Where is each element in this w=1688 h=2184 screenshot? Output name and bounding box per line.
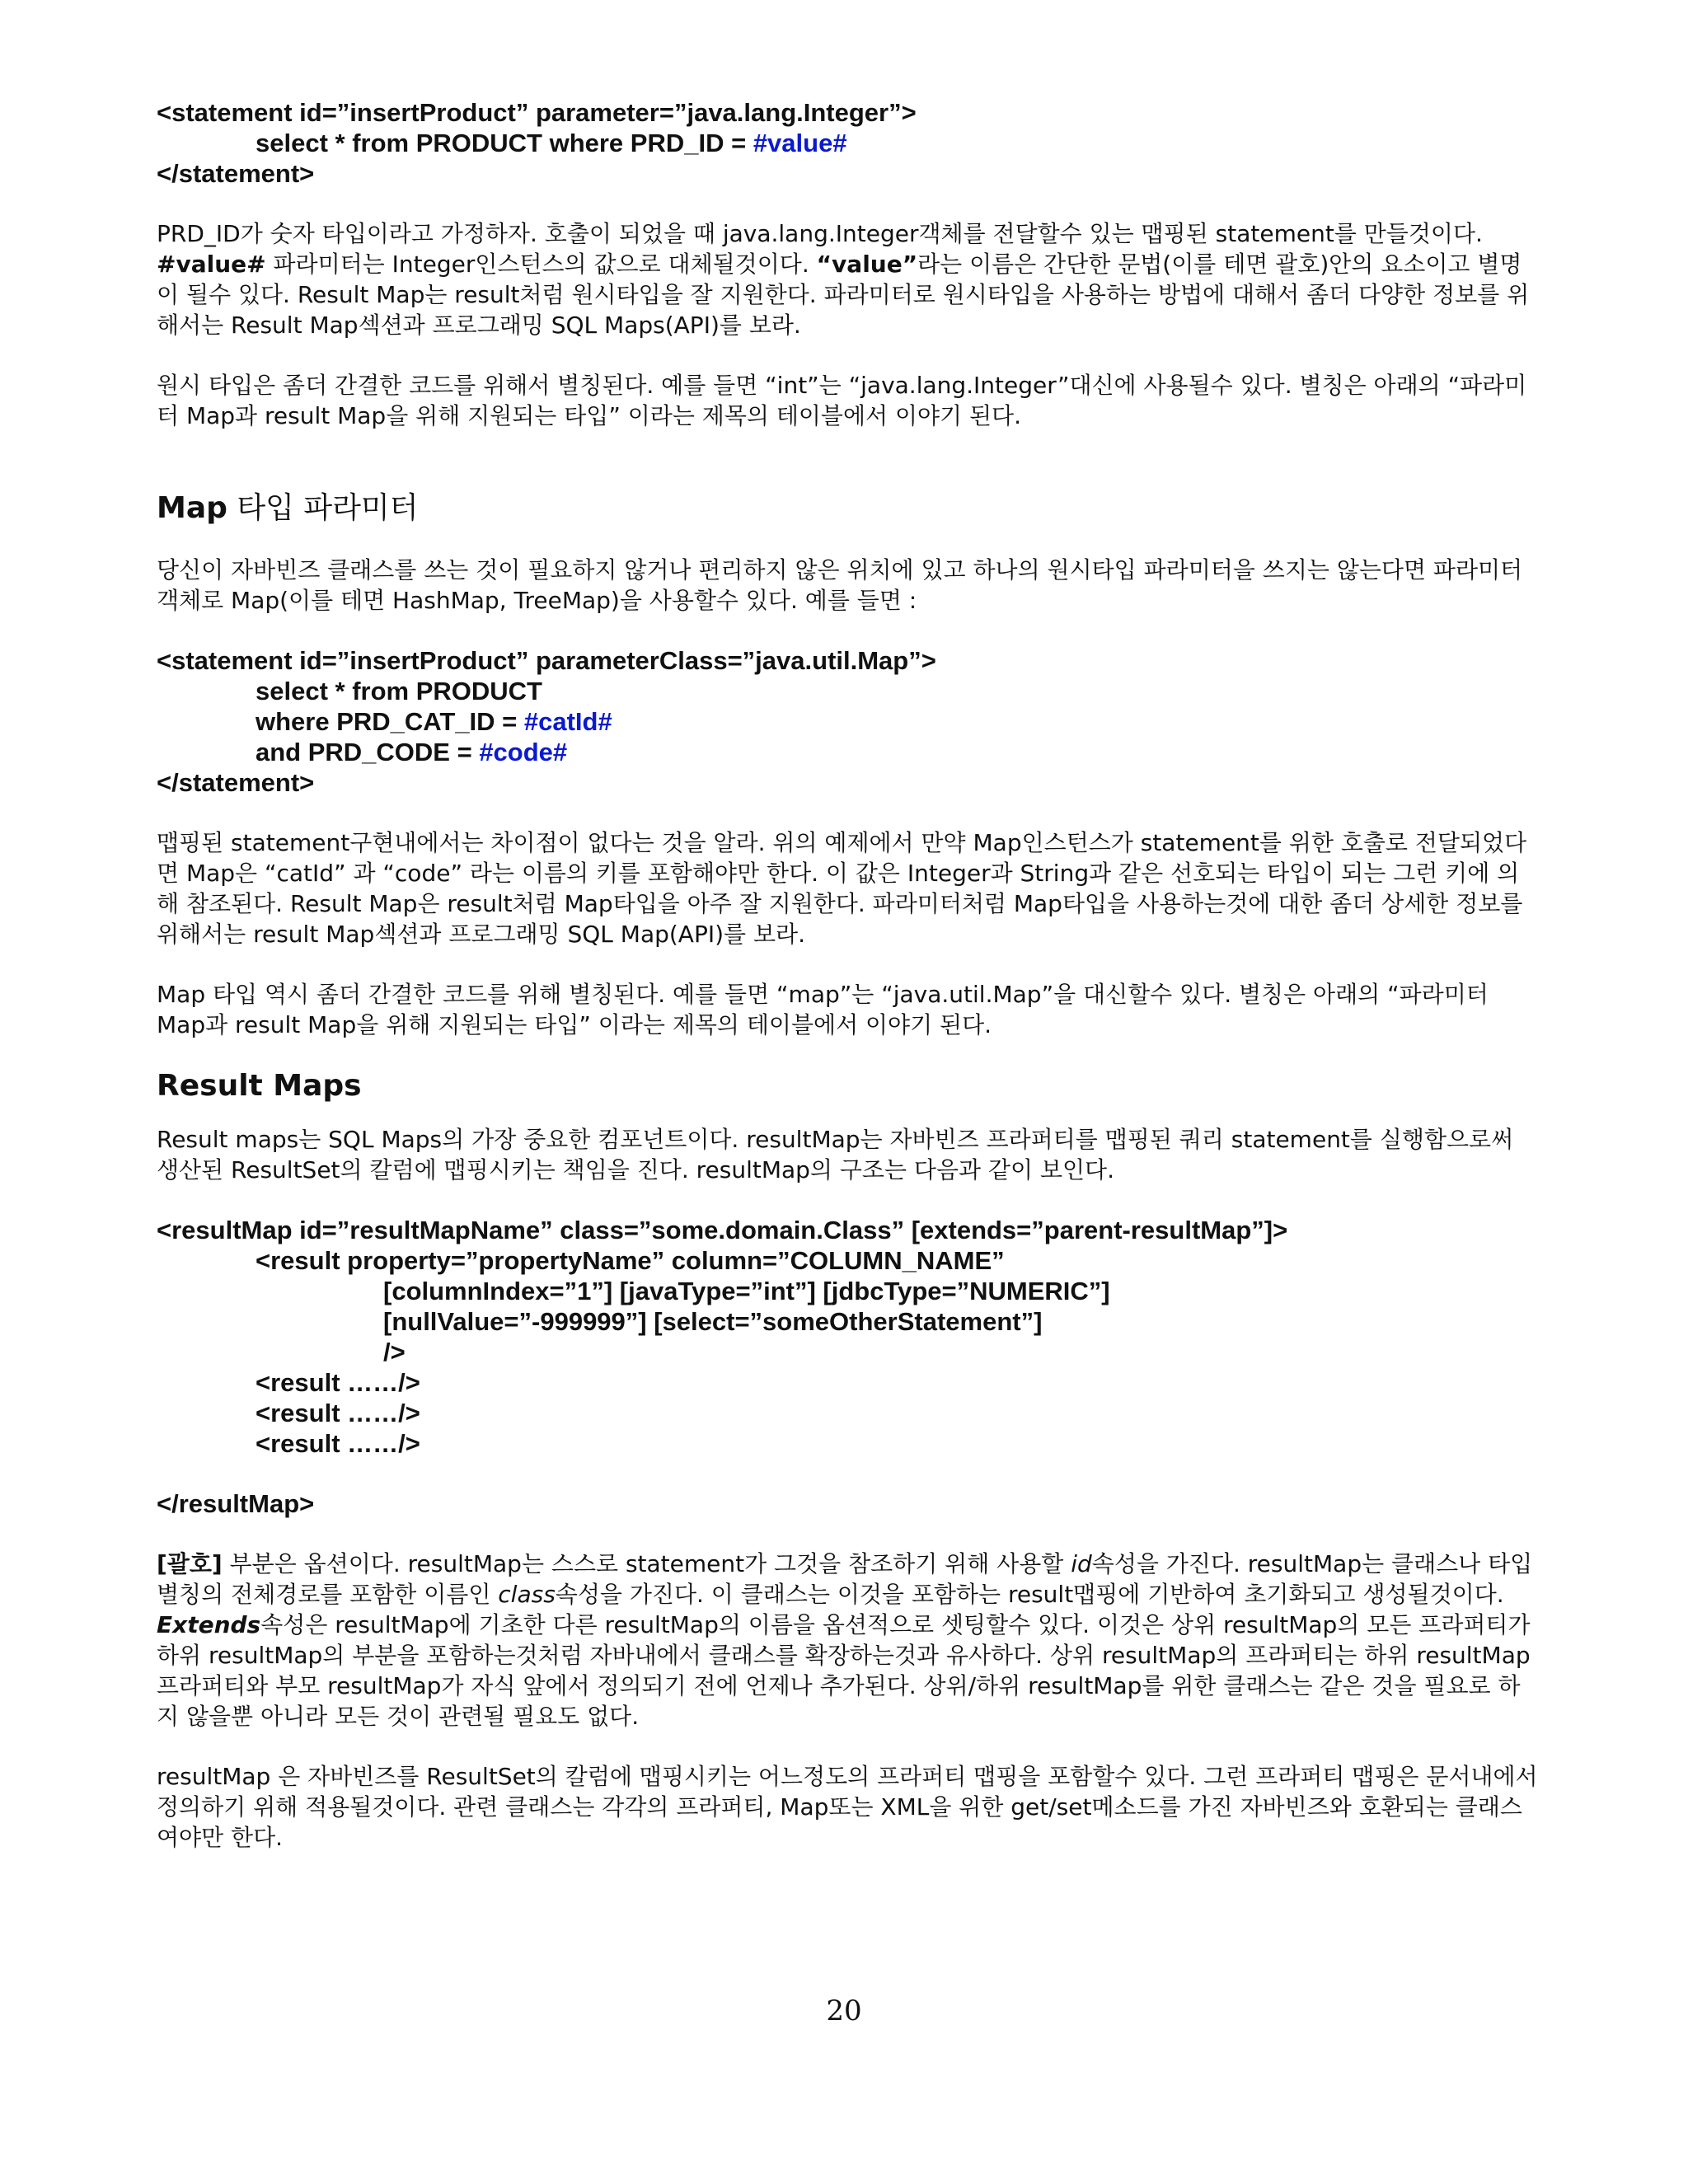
code-line — [157, 128, 1541, 158]
heading-strong: Result Maps — [157, 1069, 362, 1103]
code-line: </statement> — [157, 768, 315, 797]
text: 속성은 resultMap에 기초한 다른 resultMap의 이름을 옵션적으로 셋팅할수 있다. 이것은 상위 resultMap의 모든 프라퍼티가 하위 resultMap의 부분을 포함하는것처럼 자바내에서 클래스를 확장하는것과 유사하다. 상위 resultMap의 프라퍼티는 하위 resultMap프라퍼티와 부모 resultMap가 자식 앞에서 정의되기 전에 언제나 추가된다. 상위/하위 resultMap를 위한 클래스는 같은 것을 필요로 하지 않을뿐 아니라 모든 것이 관련될 필요도 없다. — [157, 1611, 1531, 1730]
paragraph: 당신이 자바빈즈 클래스를 쓰는 것이 필요하지 않거나 편리하지 않은 위치에 있고 하나의 원시타입 파라미터을 쓰지는 않는다면 파라미터객체로 Map(이를 테면 HashMap, TreeMap)을 사용할수 있다. 예를 들면 : — [157, 556, 1523, 614]
code-line: [nullValue=”-999999”] [select=”someOtherStatement”] — [383, 1307, 1043, 1336]
code-line — [157, 737, 1541, 767]
section-heading-map-type-parameter — [157, 490, 1541, 527]
text: PRD_ID가 숫자 타입이라고 가정하자. 호출이 되었을 때 java.lang.Integer객체를 전달할수 있는 맵핑된 statement를 만들것이다. — [157, 220, 1483, 247]
code-line: <resultMap id=”resultMapName” class=”some.domain.Class” [extends=”parent-resultMap”]> — [157, 1216, 1288, 1244]
bold-text: [괄호] — [157, 1550, 223, 1577]
code-line: [columnIndex=”1”] [javaType=”int”] [jdbcType=”NUMERIC”] — [383, 1277, 1110, 1305]
document-page — [157, 97, 1541, 1853]
code-line: <result ……/> — [256, 1399, 420, 1427]
code-line — [157, 706, 1541, 737]
code-text: where PRD_CAT_ID = — [256, 707, 524, 736]
code-block-result-map — [157, 1215, 1541, 1519]
paragraph: resultMap 은 자바빈즈를 ResultSet의 칼럼에 맵핑시키는 어느정도의 프라퍼티 맵핑을 포함할수 있다. 그런 프라퍼티 맵핑은 문서내에서 정의하기 위해 적용될것이다. 관련 클래스는 각각의 프라퍼티, Map또는 XML을 위한 get/set메소드를 가진 자바빈즈와 호환되는 클래스여야만 한다. — [157, 1763, 1538, 1851]
code-line: <statement id=”insertProduct” parameterClass=”java.util.Map”> — [157, 646, 936, 675]
code-text: select * from PRODUCT where PRD_ID = — [256, 129, 753, 157]
param-placeholder: #catId# — [523, 707, 612, 736]
code-line: <result ……/> — [256, 1368, 420, 1397]
code-line: </statement> — [157, 159, 315, 188]
page-number: 20 — [826, 1994, 862, 2027]
text: 라는 이름은 간단한 문법(이를 테면 괄호)안의 요소이고 별명이 될수 있다. Result Map는 result처럼 원시타입을 잘 지원한다. 파라미터로 원시타입을 사용하는 방법에 대해서 좀더 다양한 정보를 위해서는 Result Map섹션과 프로그래밍 SQL Maps(API)를 보라. — [157, 251, 1530, 339]
italic-text: class — [498, 1581, 556, 1608]
bold-italic-text: Extends — [157, 1611, 261, 1638]
code-line: <result property=”propertyName” column=”COLUMN_NAME” — [256, 1246, 1005, 1275]
paragraph — [157, 1549, 1541, 1732]
code-block-insert-product-integer — [157, 97, 1541, 189]
paragraph: Result maps는 SQL Maps의 가장 중요한 컴포넌트이다. resultMap는 자바빈즈 프라퍼티를 맵핑된 쿼리 statement를 실행함으로써 생산된 ResultSet의 칼럼에 맵핑시키는 책임을 진다. resultMap의 구조는 다음과 같이 보인다. — [157, 1126, 1514, 1183]
param-placeholder: #value# — [753, 129, 847, 157]
text: 속성을 가진다. 이 클래스는 이것을 포함하는 result맵핑에 기반하여 초기화되고 생성될것이다. — [555, 1581, 1504, 1608]
code-line: /> — [383, 1338, 406, 1366]
code-line: <statement id=”insertProduct” parameter=”java.lang.Integer”> — [157, 98, 917, 127]
code-text: and PRD_CODE = — [256, 738, 480, 766]
heading-strong: Map — [157, 491, 227, 525]
code-line: select * from PRODUCT — [256, 677, 542, 705]
text: 부분은 옵션이다. resultMap는 스스로 statement가 그것을 참조하기 위해 사용할 — [222, 1550, 1071, 1577]
code-line: </resultMap> — [157, 1489, 315, 1518]
bold-text: “value” — [816, 251, 918, 278]
code-block-insert-product-map — [157, 645, 1541, 798]
paragraph: Map 타입 역시 좀더 간결한 코드를 위해 별칭된다. 예를 들면 “map”는 “java.util.Map”을 대신할수 있다. 별칭은 아래의 “파라미터 Map과 result Map을 위해 지원되는 타입” 이라는 제목의 테이블에서 이야기 된다. — [157, 981, 1489, 1038]
section-heading-result-maps — [157, 1068, 1541, 1104]
bold-text: #value# — [157, 251, 266, 278]
italic-text: id — [1071, 1550, 1092, 1577]
text: 파라미터는 Integer인스턴스의 값으로 대체될것이다. — [265, 251, 817, 278]
code-line: <result ……/> — [256, 1429, 420, 1458]
text: 속성을 가진다. resultMap는 클래스나 타입별칭의 전체경로를 포함한 이름인 — [157, 1550, 1533, 1608]
paragraph: 원시 타입은 좀더 간결한 코드를 위해서 별칭된다. 예를 들면 “int”는 “java.lang.Integer”대신에 사용될수 있다. 별칭은 아래의 “파라미터 Map과 result Map을 위해 지원되는 타입” 이라는 제목의 테이블에서 이야기 된다. — [157, 372, 1527, 429]
heading-rest: 타입 파라미터 — [227, 491, 419, 525]
paragraph — [157, 218, 1541, 340]
param-placeholder: #code# — [479, 738, 568, 766]
paragraph: 맵핑된 statement구현내에서는 차이점이 없다는 것을 알라. 위의 예제에서 만약 Map인스턴스가 statement를 위한 호출로 전달되었다면 Map은 “catId” 과 “code” 라는 이름의 키를 포함해야만 한다. 이 값은 Integer과 String과 같은 선호되는 타입이 되는 그런 키에 의해 참조된다. Result Map은 result처럼 Map타입을 아주 잘 지원한다. 파라미터처럼 Map타입을 사용하는것에 대한 좀더 상세한 정보를 위해서는 result Map섹션과 프로그래밍 SQL Map(API)를 보라. — [157, 829, 1527, 948]
